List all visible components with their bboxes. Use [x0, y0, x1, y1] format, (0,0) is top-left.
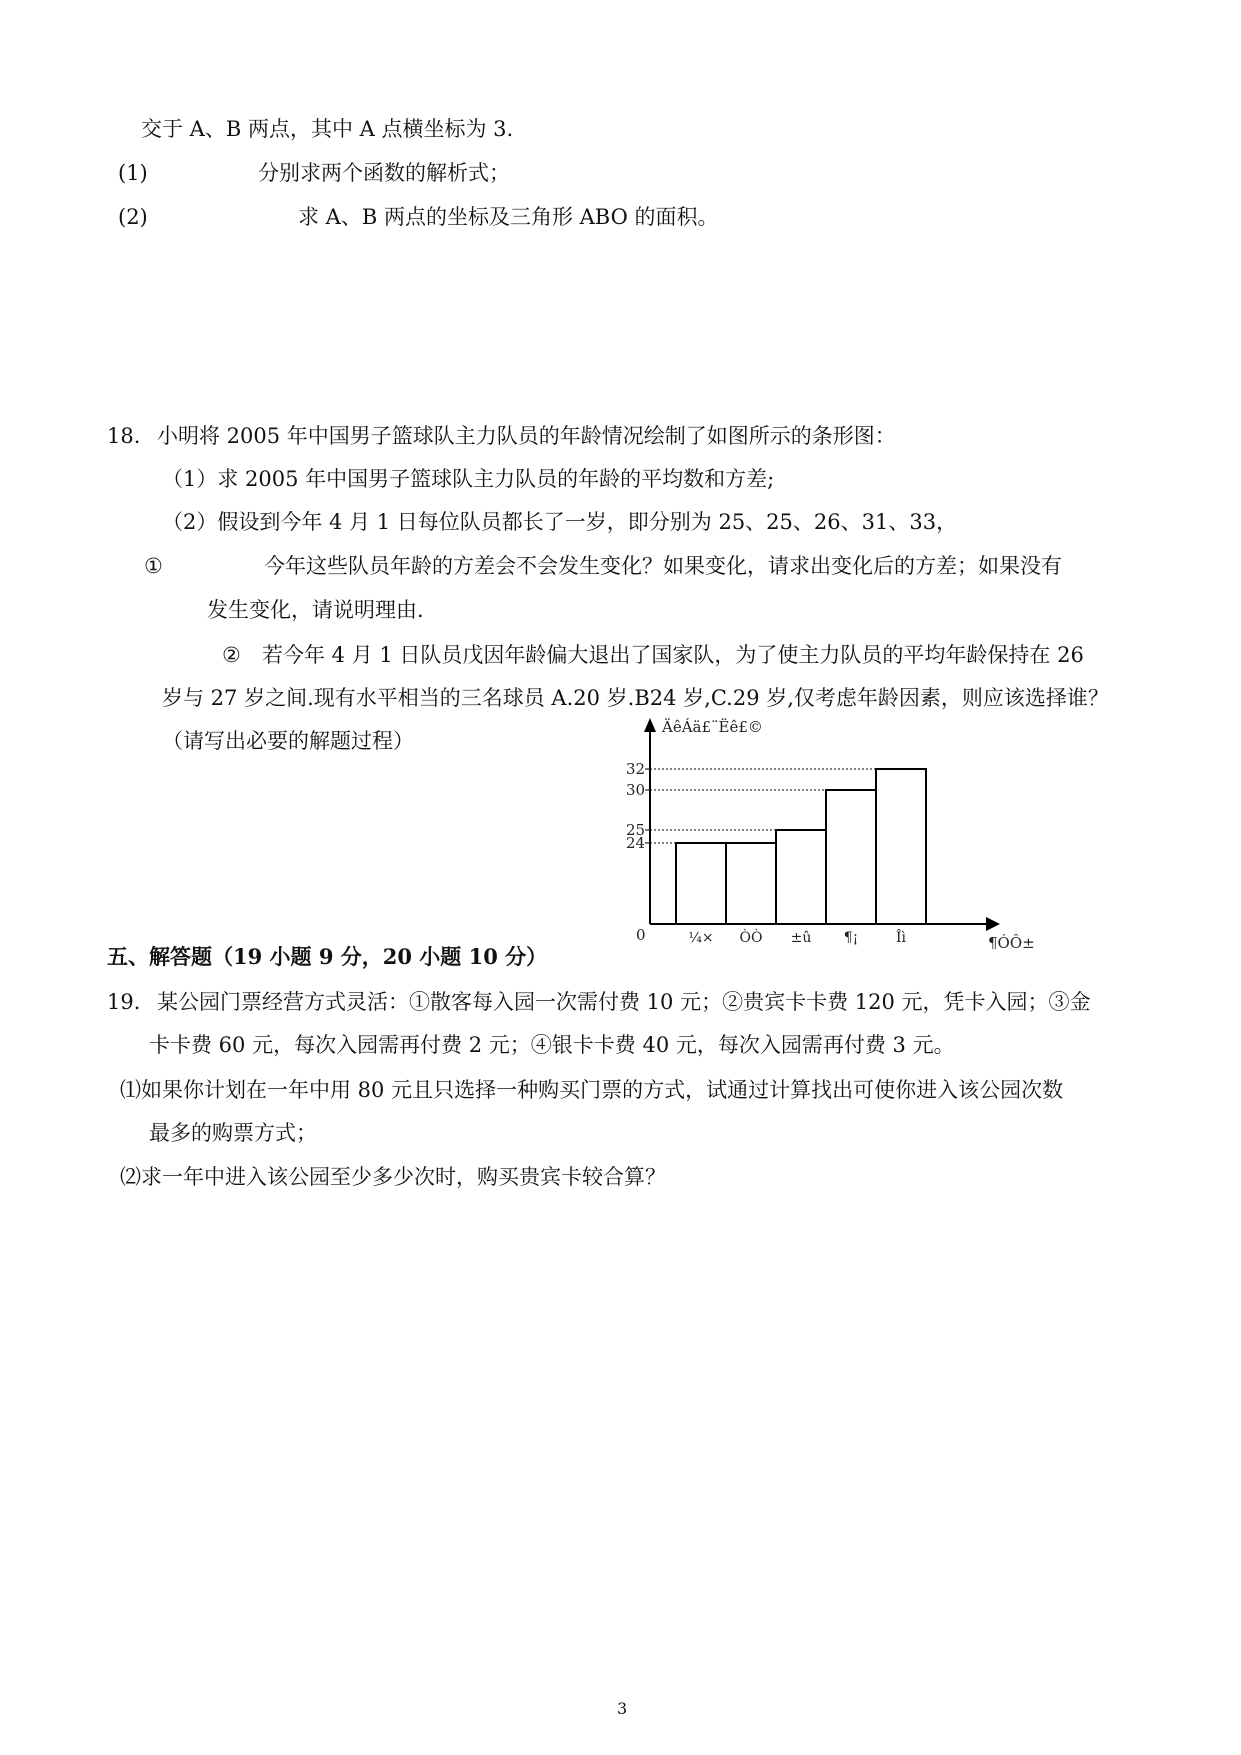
bar-1 [676, 843, 726, 924]
x-tick-label-3: ±û [790, 930, 812, 946]
y-tick-label-25: 25 [626, 821, 646, 839]
bar-4 [826, 790, 876, 924]
q18-part1: （1）求 2005 年中国男子篮球队主力队员的年龄的平均数和方差; [162, 467, 775, 491]
q18-circle2-line3: （请写出必要的解题过程） [162, 729, 414, 753]
x-axis-label: ¶ÓÔ± [988, 934, 1035, 952]
q18-circle1-line1: 今年这些队员年龄的方差会不会发生变化？如果变化，请求出变化后的方差；如果没有 [264, 554, 1062, 578]
x-tick-label-5: Îì [895, 930, 907, 946]
q19-number: 19. [107, 990, 141, 1014]
bar-5 [876, 769, 926, 924]
y-axis-arrow [644, 718, 656, 732]
y-axis-label: ÄêÁä£¨Ëê£© [662, 718, 763, 736]
y-tick-label-30: 30 [626, 781, 646, 799]
page-number: 3 [617, 1699, 628, 1718]
q19-line1: 某公园门票经营方式灵活：①散客每入园一次需付费 10 元；②贵宾卡卡费 120 元，凭卡入园；③金 [157, 990, 1091, 1014]
bar-3 [776, 830, 826, 924]
q18-circle2-mark: ② [222, 643, 241, 667]
q19-part2: ⑵求一年中进入该公园至少多少次时，购买贵宾卡较合算？ [120, 1165, 666, 1189]
q18-circle2-line1: 若今年 4 月 1 日队员戊因年龄偏大退出了国家队，为了使主力队员的平均年龄保持在 26 [262, 643, 1084, 667]
q18-circle1-mark: ① [144, 554, 163, 578]
q18-part2: （2）假设到今年 4 月 1 日每位队员都长了一岁，即分别为 25、25、26、31、33， [162, 510, 958, 534]
x-tick-label-4: ¶¡ [843, 930, 859, 946]
bar-2 [726, 843, 776, 924]
origin-label: 0 [636, 926, 646, 944]
q17-part2-text: 求 A、B 两点的坐标及三角形 ABO 的面积。 [298, 205, 719, 229]
q18-number: 18. [107, 424, 141, 448]
q17-part1-text: 分别求两个函数的解析式； [258, 161, 510, 185]
q17-part1-number: (1) [118, 161, 148, 185]
x-tick-label-1: ¼× [688, 930, 714, 946]
x-tick-label-2: ÒÒ [739, 930, 763, 946]
q19-part1-line1: ⑴如果你计划在一年中用 80 元且只选择一种购买门票的方式，试通过计算找出可使你进入该公园次数 [120, 1078, 1064, 1102]
section5-heading: 五、解答题（19 小题 9 分，20 小题 10 分） [107, 944, 548, 969]
y-tick-label-24: 24 [626, 834, 646, 852]
x-axis-arrow [986, 917, 1000, 931]
q18-circle2-line2: 岁与 27 岁之间.现有水平相当的三名球员 A.20 岁.B24 岁,C.29 岁,仅考虑年龄因素，则应该选择谁？ [162, 686, 1109, 710]
q17-part2-number: (2) [118, 205, 148, 229]
q19-line2: 卡卡费 60 元，每次入园需再付费 2 元；④银卡卡费 40 元，每次入园需再付费 3 元。 [149, 1033, 955, 1057]
q18-stem: 小明将 2005 年中国男子篮球队主力队员的年龄情况绘制了如图所示的条形图： [157, 424, 896, 448]
q19-part1-line2: 最多的购票方式； [149, 1121, 317, 1145]
y-tick-label-32: 32 [626, 760, 646, 778]
q17-line1: 交于 A、B 两点，其中 A 点横坐标为 3. [141, 117, 514, 141]
q18-circle1-line2: 发生变化，请说明理由. [207, 598, 424, 622]
